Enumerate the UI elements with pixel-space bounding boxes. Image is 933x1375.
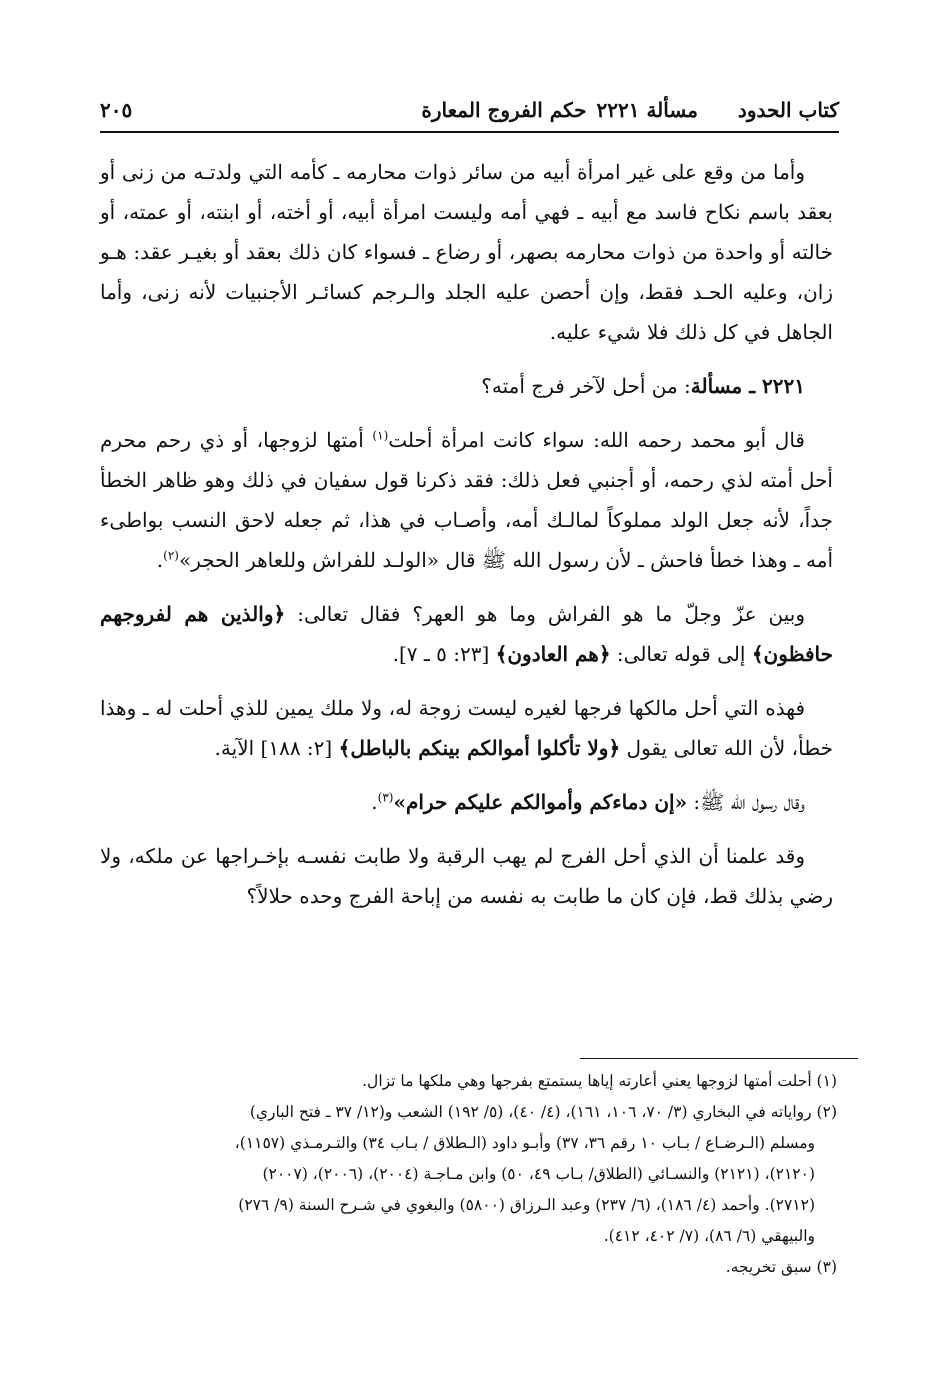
issue-number: مسألة ٢٢٢١ xyxy=(596,98,698,122)
quran-quote: ﴿هم العادون﴾ xyxy=(495,642,611,666)
paragraph xyxy=(100,688,833,768)
paragraph-text: [٢: ١٨٨] الآية. xyxy=(214,736,339,760)
footnote-divider xyxy=(580,1058,858,1059)
paragraph-text: أمتها لزوجها، أو ذي رحم محرم أحل أمته لذي رحمه، أو أجنبي فعل ذلك: فقد ذكرنا قول سفيان في ذلك وهو ظاهر الخطأ جداً، لأنه جعل الولد مملوكاً لمالـك أمه، وأصـاب في هذا، ثم جعله لاحق النسب بواطىء أمه ـ وهذا خطأ فاحش ـ لأن رسول الله ﷺ قال «الولـد للفراش وللعاهر الحجر» xyxy=(100,428,833,572)
footnote-ref-2[interactable]: (٢) xyxy=(163,548,179,563)
issue-heading-text: : من أحل لآخر فرج أمته؟ xyxy=(481,374,691,398)
paragraph-text: . xyxy=(156,548,164,572)
paragraph: وأما من وقع على غير امرأة أبيه من سائر ذوات محارمه ـ كأمه التي ولدتـه من زنى أو بعقد باسم نكاح فاسد مع أبيه ـ فهي أمه وليست امرأة أبيه، أو أخته، أو ابنته، أو عمته، أو خالته أو واحدة من ذوات محارمه بصهر، أو رضاع ـ فسواء كان ذلك بعقد أو بغيـر عقد: هـو زان، وعليه الحـد فقط، وإن أحصن عليه الجلد والـرجم كسائـر الأجنبيات لأنه زنى، وأما الجاهل في كل ذلك فلا شيء عليه. xyxy=(100,160,834,344)
running-header xyxy=(100,92,839,128)
footnote-2-continued: والبيهقي (٦/ ٨٦)، (٧/ ٤٠٢، ٤١٢). xyxy=(603,1227,815,1245)
issue-heading-number: ٢٢٢١ ـ مسألة xyxy=(690,374,805,398)
main-text xyxy=(100,152,833,930)
footnotes xyxy=(100,1066,837,1283)
paragraph xyxy=(100,420,833,580)
footnote-2-continued: (٢٧١٢). وأحمد (٤/ ١٨٦)، (٦/ ٢٣٧) وعبد الـرزاق (٥٨٠٠) والبغوي في شـرح السنة (٩/ ٢٧٦) xyxy=(238,1196,815,1214)
book-title: كتاب الحدود xyxy=(737,98,839,122)
footnote-2-continued: (٢١٢٠)، (٢١٢١) والنسـائي (الطلاق/ بـاب ٤٩، ٥٠) وابن مـاجـة (٢٠٠٤)، (٢٠٠٦)، (٢٠٠٧) xyxy=(262,1165,815,1183)
page-number: ٢٠٥ xyxy=(100,98,133,122)
footnote-1: (١) أحلت أمتها لزوجها يعني أعارته إياها يستمتع بفرجها وهي ملكها ما تزال. xyxy=(362,1072,837,1090)
issue-heading xyxy=(100,366,833,406)
paragraph: وقد علمنا أن الذي أحل الفرج لم يهب الرقبة ولا طابت نفسـه بإخـراجها عن ملكه، ولا رضي بذلك قط، فإن كان ما طابت به نفسه من إباحة الفرج وحده حلالاً؟ xyxy=(100,844,833,908)
paragraph-text: وبين عزّ وجلّ ما هو الفراش وما هو العهر؟ فقال تعالى: xyxy=(285,602,805,626)
quran-quote: ﴿والذين هم لفروجهم حافظون﴾ xyxy=(100,602,833,666)
hadith-quote: «إن دماءكم وأموالكم عليكم حرام» xyxy=(393,790,688,814)
quran-quote: ﴿ولا تأكلوا أموالكم بينكم بالباطل﴾ xyxy=(338,736,621,760)
paragraph-text: [٢٣: ٥ ـ ٧]. xyxy=(392,642,496,666)
footnote-ref-1[interactable]: (١) xyxy=(372,428,389,443)
paragraph-text: إلى قوله تعالى: xyxy=(610,642,752,666)
header-divider xyxy=(100,131,839,133)
section-title: حكم الفروج المعارة xyxy=(421,98,587,122)
footnote-3: (٣) سبق تخريجه. xyxy=(725,1258,837,1276)
paragraph xyxy=(100,594,833,674)
paragraph-text: فهذه التي أحل مالكها فرجها لغيره ليست زوجة له، ولا ملك يمين للذي أحلت له ـ وهذا خطأ، لأن الله تعالى يقول xyxy=(100,696,833,760)
footnote-2-continued: ومسلم (الـرضـاع / بـاب ١٠ رقم ٣٦، ٣٧) وأبـو داود (الـطلاق / بـاب ٣٤) والتـرمـذي (١١٥٧)، xyxy=(234,1134,815,1152)
footnote-2: (٢) رواياته في البخاري (٣/ ٧٠، ١٠٦، ١٦١)، (٤/ ٤٠)، (٥/ ١٩٢) الشعب و(١٢/ ٣٧ ـ فتح الباري) xyxy=(249,1103,837,1121)
paragraph-text: . xyxy=(371,790,378,814)
paragraph xyxy=(100,782,833,822)
footnote-ref-3[interactable]: (٣) xyxy=(377,790,394,805)
paragraph-text: وقال رسول الله ﷺ: xyxy=(687,790,805,814)
paragraph-text: قال أبو محمد رحمه الله: سواء كانت امرأة أحلت xyxy=(388,428,805,452)
